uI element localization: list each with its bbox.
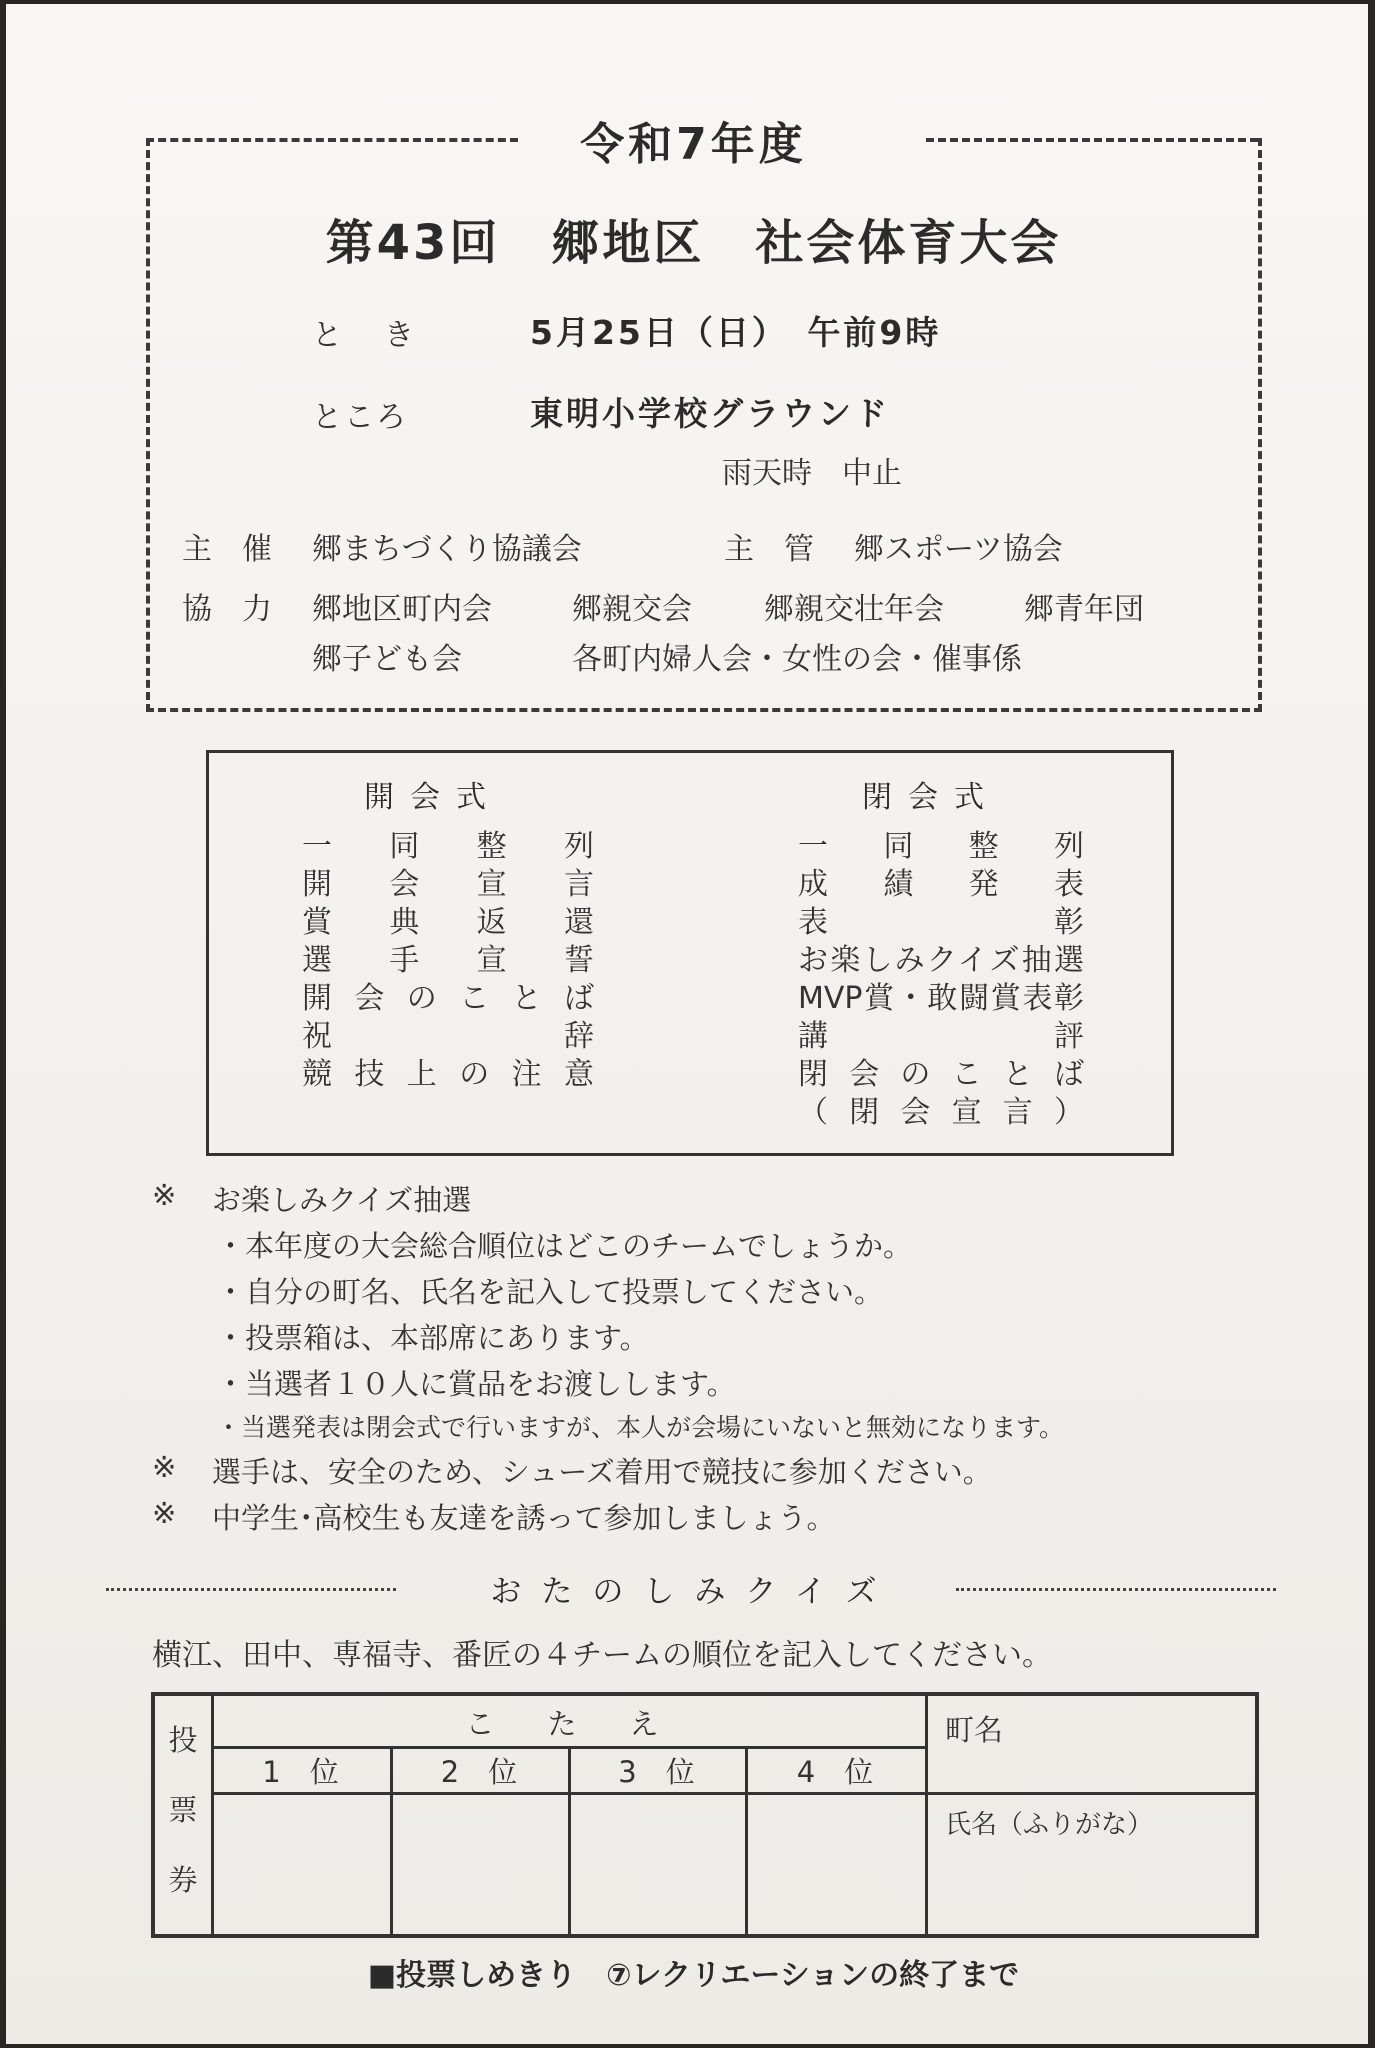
coop-item: 郷地区町内会 <box>312 592 492 627</box>
coop-item: 郷子ども会 <box>312 642 462 677</box>
rank-1-answer-field[interactable] <box>214 1795 387 1931</box>
ballot-label-char: 票 <box>168 1793 198 1827</box>
rank-header: 1 位 <box>262 1755 339 1789</box>
ballot-divider <box>211 1746 925 1749</box>
rank-header: 3 位 <box>618 1755 695 1789</box>
rank-header: 2 位 <box>440 1755 518 1789</box>
closing-ceremony-list <box>798 828 1084 1132</box>
quiz-bullet: ・自分の町名、氏名を記入して投票してください。 <box>216 1275 884 1309</box>
opening-item: 一同整列 <box>302 829 594 864</box>
opening-item: 賞典返還 <box>302 905 594 940</box>
ballot-deadline: ■投票しめきり ⑦レクリエーションの終了まで <box>367 1958 1020 1993</box>
ballot-label-char: 券 <box>168 1863 198 1897</box>
closing-item: 閉会のことば <box>798 1057 1084 1092</box>
rank-4-answer-field[interactable] <box>748 1795 922 1931</box>
closing-ceremony-title: 閉会式 <box>862 780 1000 815</box>
opening-ceremony-title: 開会式 <box>364 780 502 815</box>
ballot-divider <box>925 1792 1255 1795</box>
coop-item: 郷青年団 <box>1024 592 1144 627</box>
closing-item: MVP賞・敢闘賞表彰 <box>798 981 1084 1016</box>
coop-item: 郷親交壮年会 <box>764 592 944 627</box>
opening-item: 開会のことば <box>302 981 594 1016</box>
ballot-label-char: 投 <box>168 1723 198 1757</box>
quiz-instruction: 横江、田中、専福寺、番匠の４チームの順位を記入してください。 <box>152 1638 1052 1673</box>
ballot-form <box>151 1692 1259 1938</box>
closing-item: 講評 <box>798 1019 1084 1054</box>
closing-item: （閉会宣言） <box>798 1095 1084 1130</box>
quiz-divider-right <box>956 1588 1276 1591</box>
opening-item: 選手宣誓 <box>302 943 594 978</box>
rain-note: 雨天時 中止 <box>722 456 902 491</box>
opening-item: 競技上の注意 <box>302 1057 594 1092</box>
rank-header: 4 位 <box>796 1755 874 1789</box>
note-mark: ※ <box>152 1450 177 1484</box>
manage-value: 郷スポーツ協会 <box>854 532 1063 567</box>
coop-item: 各町内婦人会・女性の会・催事係 <box>572 642 1022 677</box>
quiz-title: おたのしみクイズ <box>490 1574 897 1610</box>
when-value: 5月25日（日） 午前9時 <box>530 313 942 352</box>
rank-3-answer-field[interactable] <box>571 1795 742 1931</box>
note-mark: ※ <box>152 1496 177 1530</box>
flyer-page <box>6 4 1368 2044</box>
quiz-bullet: ・当選発表は閉会式で行いますが、本人が会場にいないと無効になります。 <box>216 1413 1065 1442</box>
coop-label: 協 力 <box>182 592 272 627</box>
quiz-bullet: ・当選者１０人に賞品をお渡しします。 <box>216 1367 736 1401</box>
opening-item: 開会宣言 <box>302 867 594 902</box>
safety-note: 選手は、安全のため、シューズ着用で競技に参加ください。 <box>212 1455 992 1489</box>
opening-item: 祝辞 <box>302 1019 594 1054</box>
town-field[interactable] <box>928 1748 1252 1790</box>
where-value: 東明小学校グラウンド <box>530 394 890 433</box>
quiz-bullet: ・投票箱は、本部席にあります。 <box>216 1321 649 1355</box>
town-label: 町名 <box>945 1713 1004 1747</box>
host-value: 郷まちづくり協議会 <box>312 532 582 567</box>
students-note: 中学生･高校生も友達を誘って参加しましょう。 <box>212 1501 836 1535</box>
quiz-bullet: ・本年度の大会総合順位はどこのチームでしょうか。 <box>216 1229 913 1263</box>
closing-item: お楽しみクイズ抽選 <box>798 943 1084 978</box>
closing-item: 表彰 <box>798 905 1084 940</box>
answer-header: こ た え <box>465 1707 671 1741</box>
event-year: 令和7年度 <box>580 119 807 170</box>
name-label: 氏名（ふりがな） <box>945 1810 1154 1840</box>
name-field[interactable] <box>928 1846 1252 1931</box>
closing-item: 成績発表 <box>798 867 1084 902</box>
note-mark: ※ <box>152 1178 177 1212</box>
host-label: 主 催 <box>182 532 272 567</box>
when-label: と き <box>312 318 420 353</box>
manage-label: 主 管 <box>724 532 814 567</box>
closing-item: 一同整列 <box>798 829 1084 864</box>
rank-2-answer-field[interactable] <box>393 1795 565 1931</box>
event-title: 第43回 郷地区 社会体育大会 <box>325 215 1062 271</box>
quiz-lottery-heading: お楽しみクイズ抽選 <box>212 1183 472 1217</box>
coop-item: 郷親交会 <box>572 592 692 627</box>
opening-ceremony-list <box>302 828 594 1094</box>
where-label: ところ <box>312 400 408 435</box>
